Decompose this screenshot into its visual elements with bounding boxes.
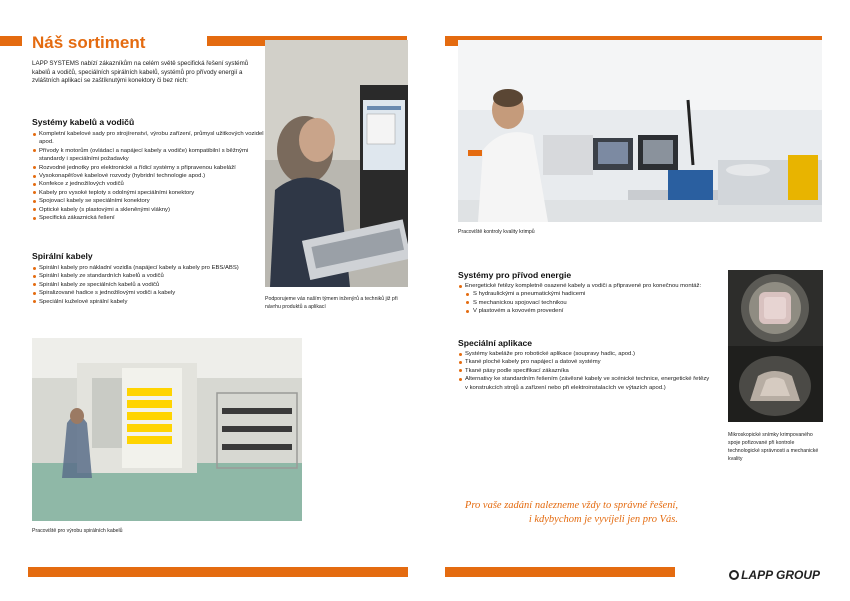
list-item: V plastovém a kovovém provedení bbox=[458, 307, 713, 315]
section-heading: Speciální aplikace bbox=[458, 338, 533, 348]
list-item: Energetické řetězy kompletně osazené kabely a vodiči a připravené pro konečnou montáž: bbox=[458, 282, 713, 290]
list-item: Přívody k motorům (ovládací a napájecí kabely a vodiče) kompatibilní s běžnými standardy i speciálními požadavky bbox=[32, 147, 264, 164]
micrograph-caption: Mikroskopické snímky krimpovaného spoje pořizované při kontrole technologické správnosti a mechanické kvality bbox=[728, 432, 819, 462]
list-item: Optické kabely (s plastovými a skleněnými vlákny) bbox=[32, 206, 264, 214]
list-item: Specifická zákaznická řešení bbox=[32, 214, 264, 222]
list-item: S hydraulickými a pneumatickými hadicemi bbox=[458, 290, 713, 298]
lab-photo bbox=[458, 40, 822, 222]
engineer-photo bbox=[265, 40, 408, 287]
list-item: Tkané ploché kabely pro napájecí a datové systémy bbox=[458, 358, 713, 366]
list-item: Kompletní kabelové sady pro strojírenství, výrobu zařízení, průmysl užitkových vozidel apod. bbox=[32, 130, 264, 147]
section-cable-systems bbox=[32, 117, 264, 222]
factory-caption: Pracoviště pro výrobu spirálních kabelů bbox=[32, 528, 123, 534]
lapp-group-logo bbox=[729, 568, 820, 582]
list-item: Konfekce z jednožilových vodičů bbox=[32, 180, 264, 188]
bottom-bar-left bbox=[28, 567, 408, 577]
slogan-quote bbox=[418, 499, 678, 527]
list-item: Systémy kabeláže pro robotické aplikace (soupravy hadic, apod.) bbox=[458, 350, 713, 358]
list-item: Speciální kuželové spirální kabely bbox=[32, 298, 264, 306]
list-item: Spirální kabely pro nákladní vozidla (napájecí kabely a kabely pro EBS/ABS) bbox=[32, 264, 264, 272]
list-item: Rozvodné jednotky pro elektronické a řídicí systémy s připravenou kabeláží bbox=[32, 164, 264, 172]
list-item: Alternativy ke standardním řešením (závěsné kabely ve scénické technice, energetické řetězy v konstrukcích strojů a zařízení nebo při elektroinstalacích ve výtazích apod.) bbox=[458, 375, 713, 392]
list-item: Spirální kabely ze speciálních kabelů a vodičů bbox=[32, 281, 264, 289]
list-item: Spiralizované hadice s jednožilovými vodiči a kabely bbox=[32, 289, 264, 297]
list-item: S mechanickou spojovací technikou bbox=[458, 299, 713, 307]
micrograph-top bbox=[728, 270, 823, 346]
micrograph-bottom bbox=[728, 346, 823, 422]
list-item: Kabely pro vysoké teploty s odolnými speciálními konektory bbox=[32, 189, 264, 197]
logo-icon bbox=[729, 570, 739, 580]
section-heading: Systémy kabelů a vodičů bbox=[32, 117, 135, 127]
section-special-applications bbox=[458, 338, 713, 392]
factory-photo bbox=[32, 338, 302, 521]
section-heading: Spirální kabely bbox=[32, 251, 93, 261]
section-spiral-cables bbox=[32, 251, 264, 306]
page-title: Náš sortiment bbox=[32, 33, 146, 52]
slogan-line: i kdybychom je vyvíjeli jen pro Vás. bbox=[528, 514, 678, 525]
logo-text: LAPP GROUP bbox=[741, 568, 820, 582]
top-bar-left-short bbox=[0, 36, 22, 46]
bottom-bar-right bbox=[445, 567, 675, 577]
section-heading: Systémy pro přívod energie bbox=[458, 270, 572, 280]
engineer-caption: Podporujeme vás naším týmem inženýrů a techniků již při návrhu produktů a aplikací bbox=[265, 296, 398, 310]
section-energy-supply bbox=[458, 270, 713, 316]
list-item: Spirální kabely ze standardních kabelů a vodičů bbox=[32, 272, 264, 280]
list-item: Tkané pásy podle specifikací zákazníka bbox=[458, 367, 713, 375]
slogan-line: Pro vaše zadání nalezneme vždy to správné řešení, bbox=[464, 500, 678, 511]
intro-text: LAPP SYSTEMS nabízí zákazníkům na celém světě specifická řešení systémů kabelů a vodičů, speciálních spirálních kabelů, systémů pro přívody energií a zvláštních aplikací se zaštíknutými konektory či bez nich: bbox=[32, 60, 249, 85]
list-item: Spojovací kabely se speciálními konektory bbox=[32, 197, 264, 205]
lab-caption: Pracoviště kontroly kvality krimpů bbox=[458, 229, 535, 235]
list-item: Vysokonapěťové kabelové rozvody (hybridní technologie apod.) bbox=[32, 172, 264, 180]
